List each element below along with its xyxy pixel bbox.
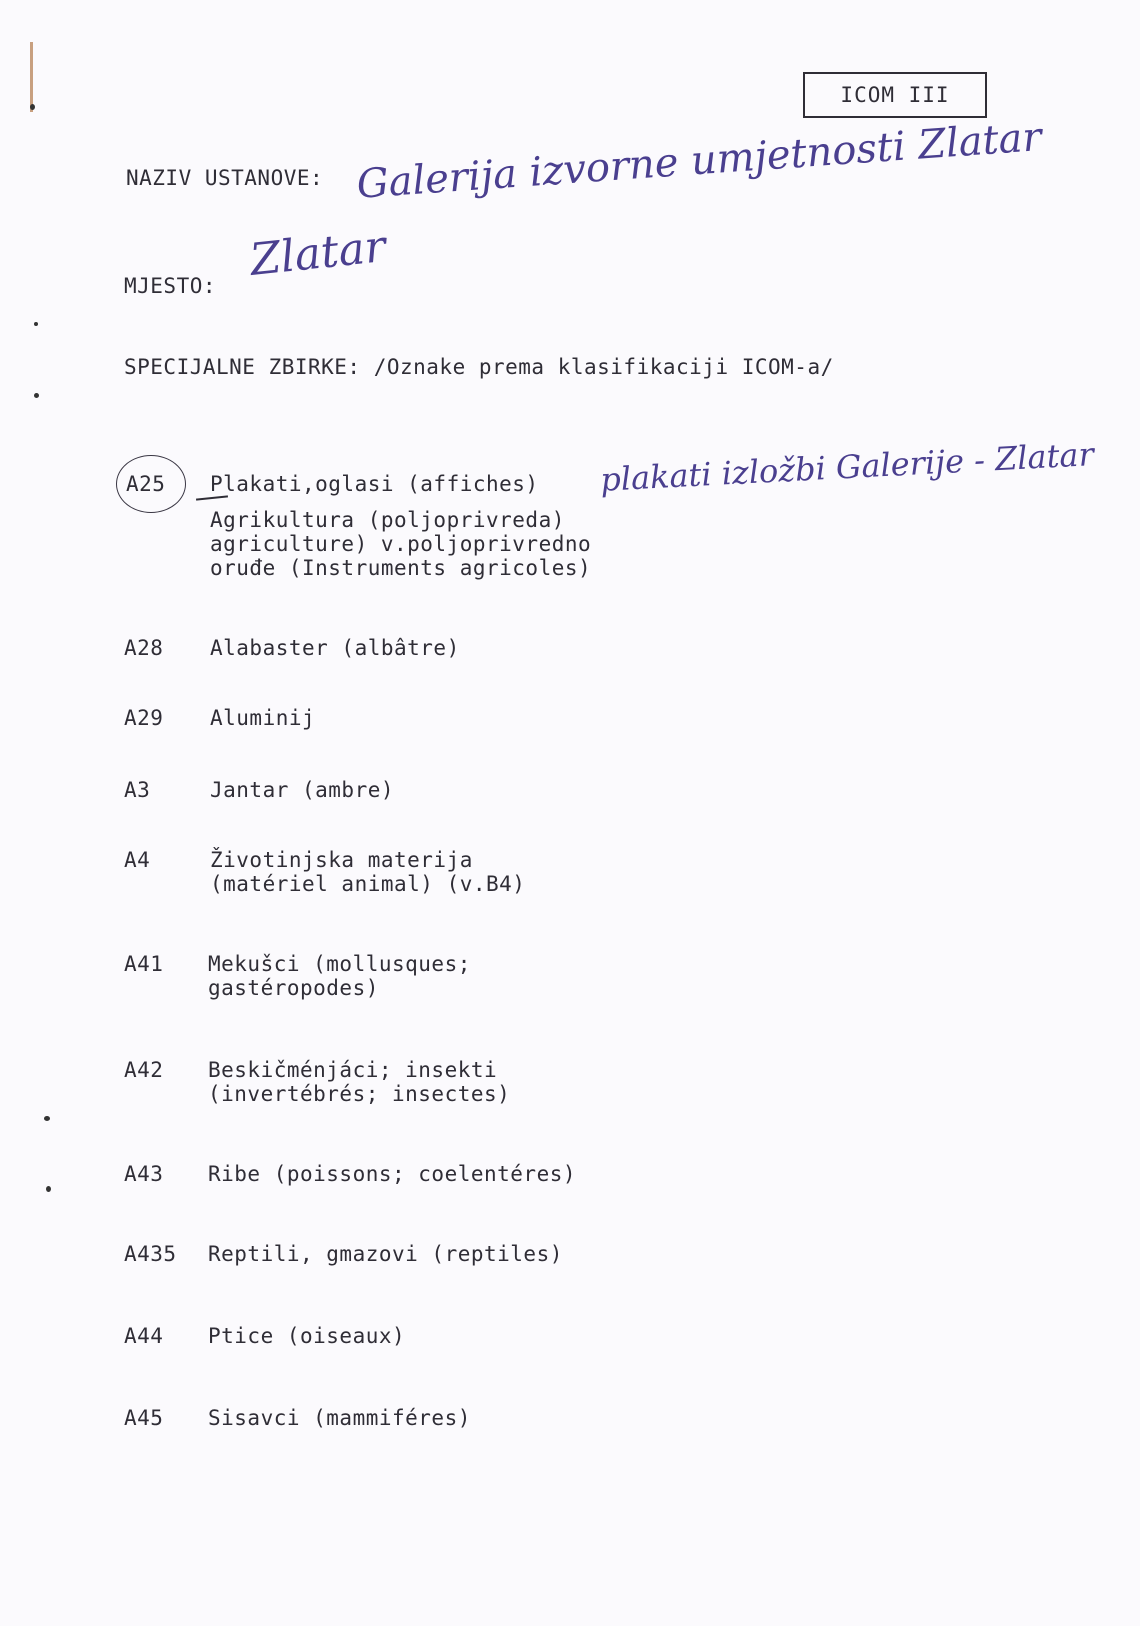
entry-line: gastéropodes): [208, 976, 379, 1000]
entry-line: Ptice (oiseaux): [208, 1324, 406, 1348]
underline-mark: [196, 495, 228, 500]
entry-line: Sisavci (mammiféres): [208, 1406, 471, 1430]
entry-code: A45: [124, 1406, 164, 1430]
icom-label: ICOM III: [840, 83, 950, 107]
entry-line: oruđe (Instruments agricoles): [210, 556, 592, 580]
naziv-handwritten: Galerija izvorne umjetnosti Zlatar: [355, 114, 1044, 208]
entry-code: A4: [124, 848, 151, 872]
entry-code: A3: [124, 778, 151, 802]
entry-line: Aluminij: [210, 706, 316, 730]
entry-line: Mekušci (mollusques;: [208, 952, 471, 976]
entry-line: Beskičménjáci; insekti: [208, 1058, 498, 1082]
entry-line: (invertébrés; insectes): [208, 1082, 511, 1106]
handwritten-note: plakati izložbi Galerije - Zlatar: [599, 435, 1095, 499]
entry-line: Životinjska materija: [210, 848, 473, 872]
entry-code: A43: [124, 1162, 164, 1186]
ink-speck: [34, 393, 39, 398]
entry-line: Plakati,oglasi (affiches): [210, 472, 539, 496]
entry-code: A29: [124, 706, 164, 730]
entry-code: A44: [124, 1324, 164, 1348]
mjesto-label: MJESTO:: [124, 274, 217, 298]
icom-header-box: [803, 72, 987, 118]
entry-line: Jantar (ambre): [210, 778, 395, 802]
entry-line: (matériel animal) (v.B4): [210, 872, 526, 896]
entry-line: Reptili, gmazovi (reptiles): [208, 1242, 563, 1266]
entry-line: Alabaster (albâtre): [210, 636, 460, 660]
ink-speck: [46, 1186, 51, 1192]
mjesto-handwritten: Zlatar: [247, 221, 389, 286]
paper-edge-mark: [30, 42, 33, 112]
entry-line: Agrikultura (poljoprivreda): [210, 508, 565, 532]
entry-code: A25: [126, 472, 166, 496]
entry-line: agriculture) v.poljoprivredno: [210, 532, 592, 556]
entry-line: Ribe (poissons; coelentéres): [208, 1162, 577, 1186]
entry-code: A41: [124, 952, 164, 976]
specijalne-zbirke-label: SPECIJALNE ZBIRKE: /Oznake prema klasifikaciji ICOM-a/: [124, 355, 834, 379]
entry-code: A28: [124, 636, 164, 660]
naziv-label: NAZIV USTANOVE:: [126, 166, 324, 190]
ink-speck: [34, 322, 38, 326]
entry-code: A42: [124, 1058, 164, 1082]
entry-code: A435: [124, 1242, 177, 1266]
ink-speck: [44, 1116, 50, 1121]
ink-speck: [30, 104, 35, 110]
